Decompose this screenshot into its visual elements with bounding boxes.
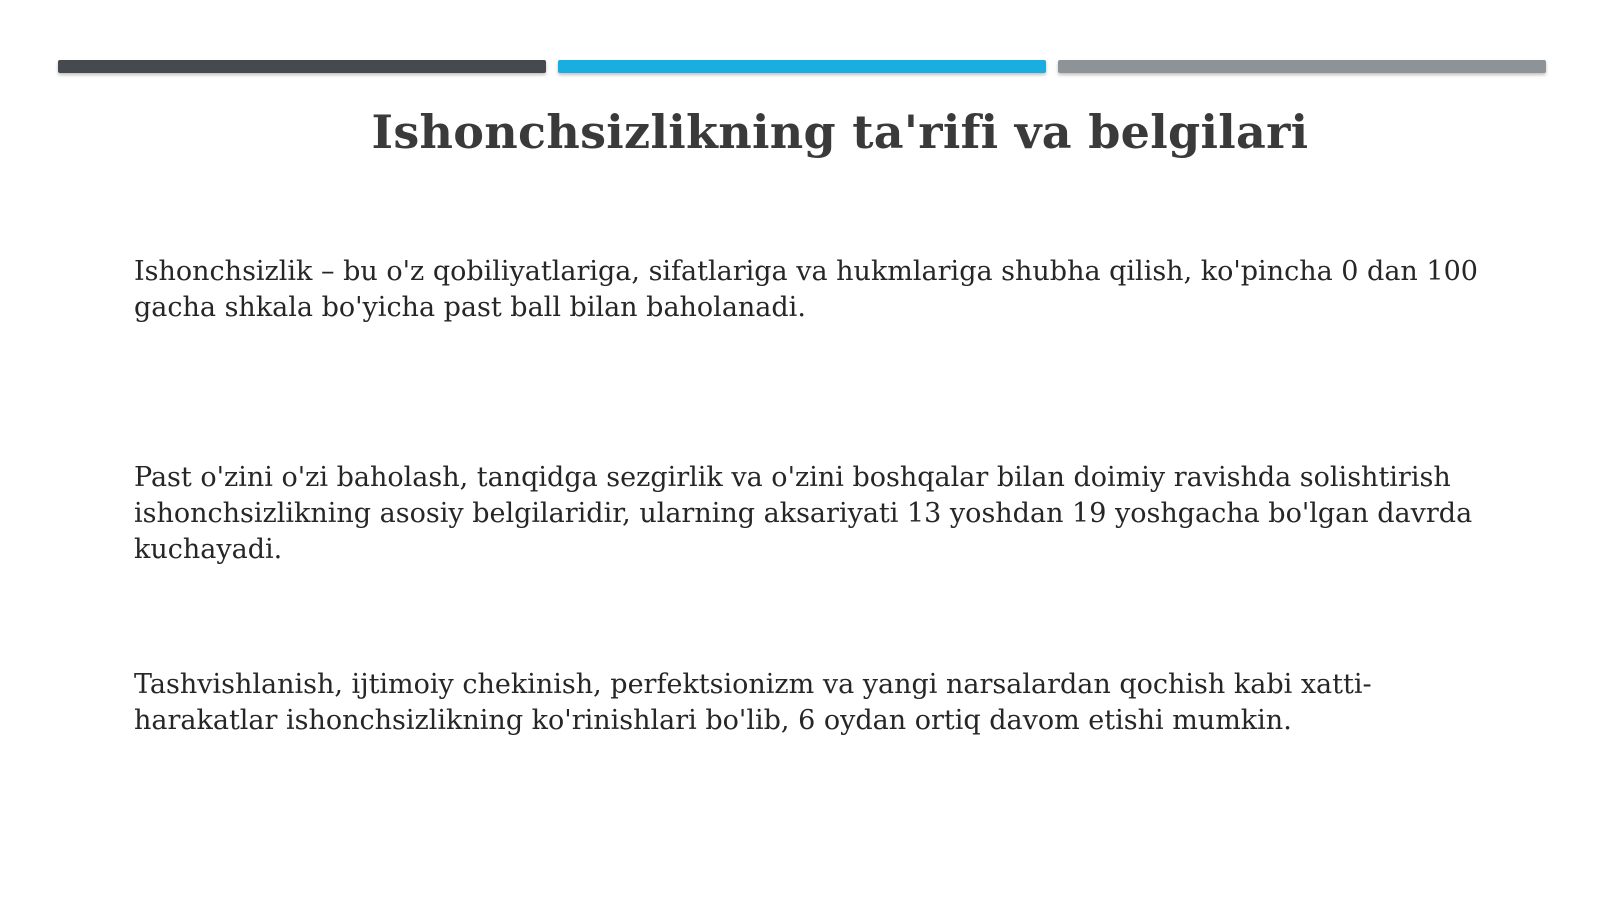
decorative-bar-gray	[1058, 60, 1546, 73]
paragraph-definition: Ishonchsizlik – bu o'z qobiliyatlariga, sifatlariga va hukmlariga shubha qilish, ko'pincha 0 dan 100 gacha shkala bo'yicha past ball bilan baholanadi.	[134, 256, 1478, 323]
decorative-bar-blue	[558, 60, 1046, 73]
paragraph-signs: Past o'zini o'zi baholash, tanqidga sezgirlik va o'zini boshqalar bilan doimiy ravishda solishtirish ishonchsizlikning asosiy belgilaridir, ularning aksariyati 13 yoshdan 19 yoshgacha bo'lgan davrda kuchayadi.	[134, 462, 1473, 565]
paragraph-behaviors: Tashvishlanish, ijtimoiy chekinish, perfektsionizm va yangi narsalardan qochish kabi xatti-harakatlar ishonchsizlikning ko'rinishlari bo'lib, 6 oydan ortiq davom etishi mumkin.	[134, 669, 1372, 736]
slide-title: Ishonchsizlikning ta'rifi va belgilari	[371, 105, 1309, 159]
decorative-bar-dark	[58, 60, 546, 73]
